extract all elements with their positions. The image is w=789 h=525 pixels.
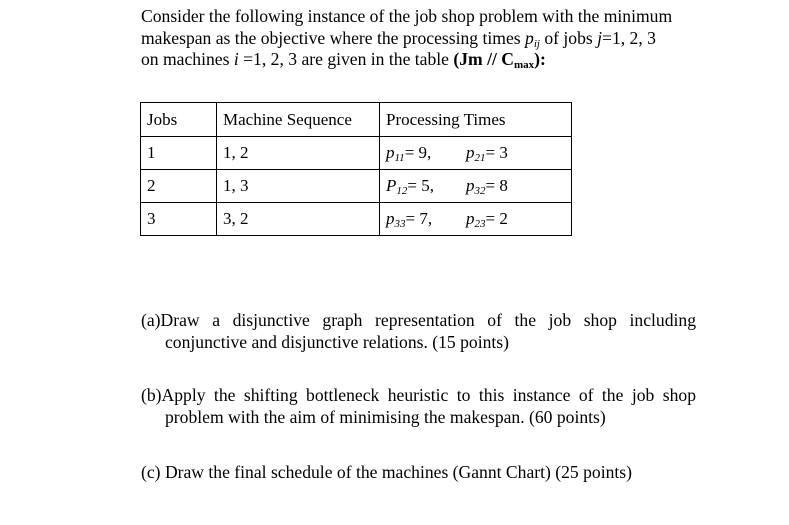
problem-notation-text: (Jm // C [453, 49, 514, 69]
intro-line-3-a: on machines [141, 49, 234, 69]
job-cell: 1 [141, 137, 217, 170]
pt-subscript: 12 [396, 185, 408, 197]
intro-line-3-b: =1, 2, 3 are given in the table [238, 49, 454, 69]
question-b-label: (b) [141, 385, 162, 405]
processing-time-subscript: ij [533, 37, 540, 50]
pt-subscript: 23 [474, 218, 486, 230]
table-row [141, 137, 572, 170]
pt-symbol: p [466, 176, 475, 195]
processing-time-second [466, 176, 508, 196]
pt-subscript: 21 [474, 152, 486, 164]
intro-line-1: Consider the following instance of the job shop problem with the minimum [141, 6, 673, 26]
job-cell: 3 [141, 203, 217, 236]
pt-symbol: p [466, 143, 475, 162]
question-b [141, 385, 696, 428]
problem-statement [141, 6, 701, 71]
sequence-cell: 3, 2 [217, 203, 380, 236]
intro-line-2-c: =1, 2, 3 [602, 27, 656, 48]
pt-subscript: 32 [474, 185, 486, 197]
header-machine-sequence: Machine Sequence [217, 103, 380, 137]
intro-line-2 [141, 28, 701, 50]
problem-notation-end: ): [534, 49, 546, 69]
processing-times-cell [380, 203, 572, 236]
table-row [141, 203, 572, 236]
intro-line-3 [141, 49, 701, 71]
sequence-cell: 1, 2 [217, 137, 380, 170]
table-row [141, 170, 572, 203]
pt-symbol: P [386, 176, 397, 195]
processing-times-cell [380, 137, 572, 170]
processing-time-first [386, 143, 466, 163]
processing-time-first [386, 209, 466, 229]
pt-value: = 5, [407, 176, 434, 195]
sequence-cell: 1, 3 [217, 170, 380, 203]
pt-value: = 2 [485, 209, 508, 228]
processing-times-cell [380, 170, 572, 203]
question-a-line-2: conjunctive and disjunctive relations. (15 points) [165, 331, 509, 352]
intro-line-2-a: makespan as the objective where the processing times [141, 27, 526, 48]
pt-value: = 7, [405, 209, 433, 228]
machine-index-symbol: i [233, 49, 239, 69]
question-c-label: (c) [141, 462, 165, 482]
processing-time-second [466, 209, 508, 229]
header-jobs: Jobs [141, 103, 217, 137]
intro-line-2-b: of jobs [539, 27, 598, 48]
problem-notation [453, 49, 545, 69]
pt-subscript: 11 [394, 152, 405, 164]
job-cell: 2 [141, 170, 217, 203]
pt-value: = 9, [404, 143, 432, 162]
pt-value: = 3 [485, 143, 508, 162]
question-c-line-1: Draw the final schedule of the machines (Gannt Chart) (25 points) [164, 462, 633, 482]
problem-notation-subscript: max [513, 59, 535, 71]
question-a-line-1: Draw a disjunctive graph representation of the job shop including [160, 310, 696, 330]
question-b-line-1: Apply the shifting bottleneck heuristic to this instance of the job shop [161, 385, 696, 405]
job-index-symbol: j [597, 27, 603, 48]
pt-symbol: p [466, 209, 475, 228]
pt-value: = 8 [485, 176, 508, 195]
processing-time-first [386, 176, 466, 196]
pt-symbol: p [386, 209, 395, 228]
pt-subscript: 33 [394, 218, 406, 230]
question-c [141, 462, 696, 484]
question-b-line-2: problem with the aim of minimising the makespan. (60 points) [165, 406, 606, 427]
header-processing-times: Processing Times [380, 103, 572, 137]
pt-symbol: p [386, 143, 395, 162]
table-header-row [141, 103, 572, 137]
job-data-table [140, 102, 572, 236]
processing-time-symbol: p [525, 27, 534, 48]
question-a-label: (a) [141, 310, 161, 330]
question-a [141, 310, 696, 353]
processing-time-second [466, 143, 508, 163]
